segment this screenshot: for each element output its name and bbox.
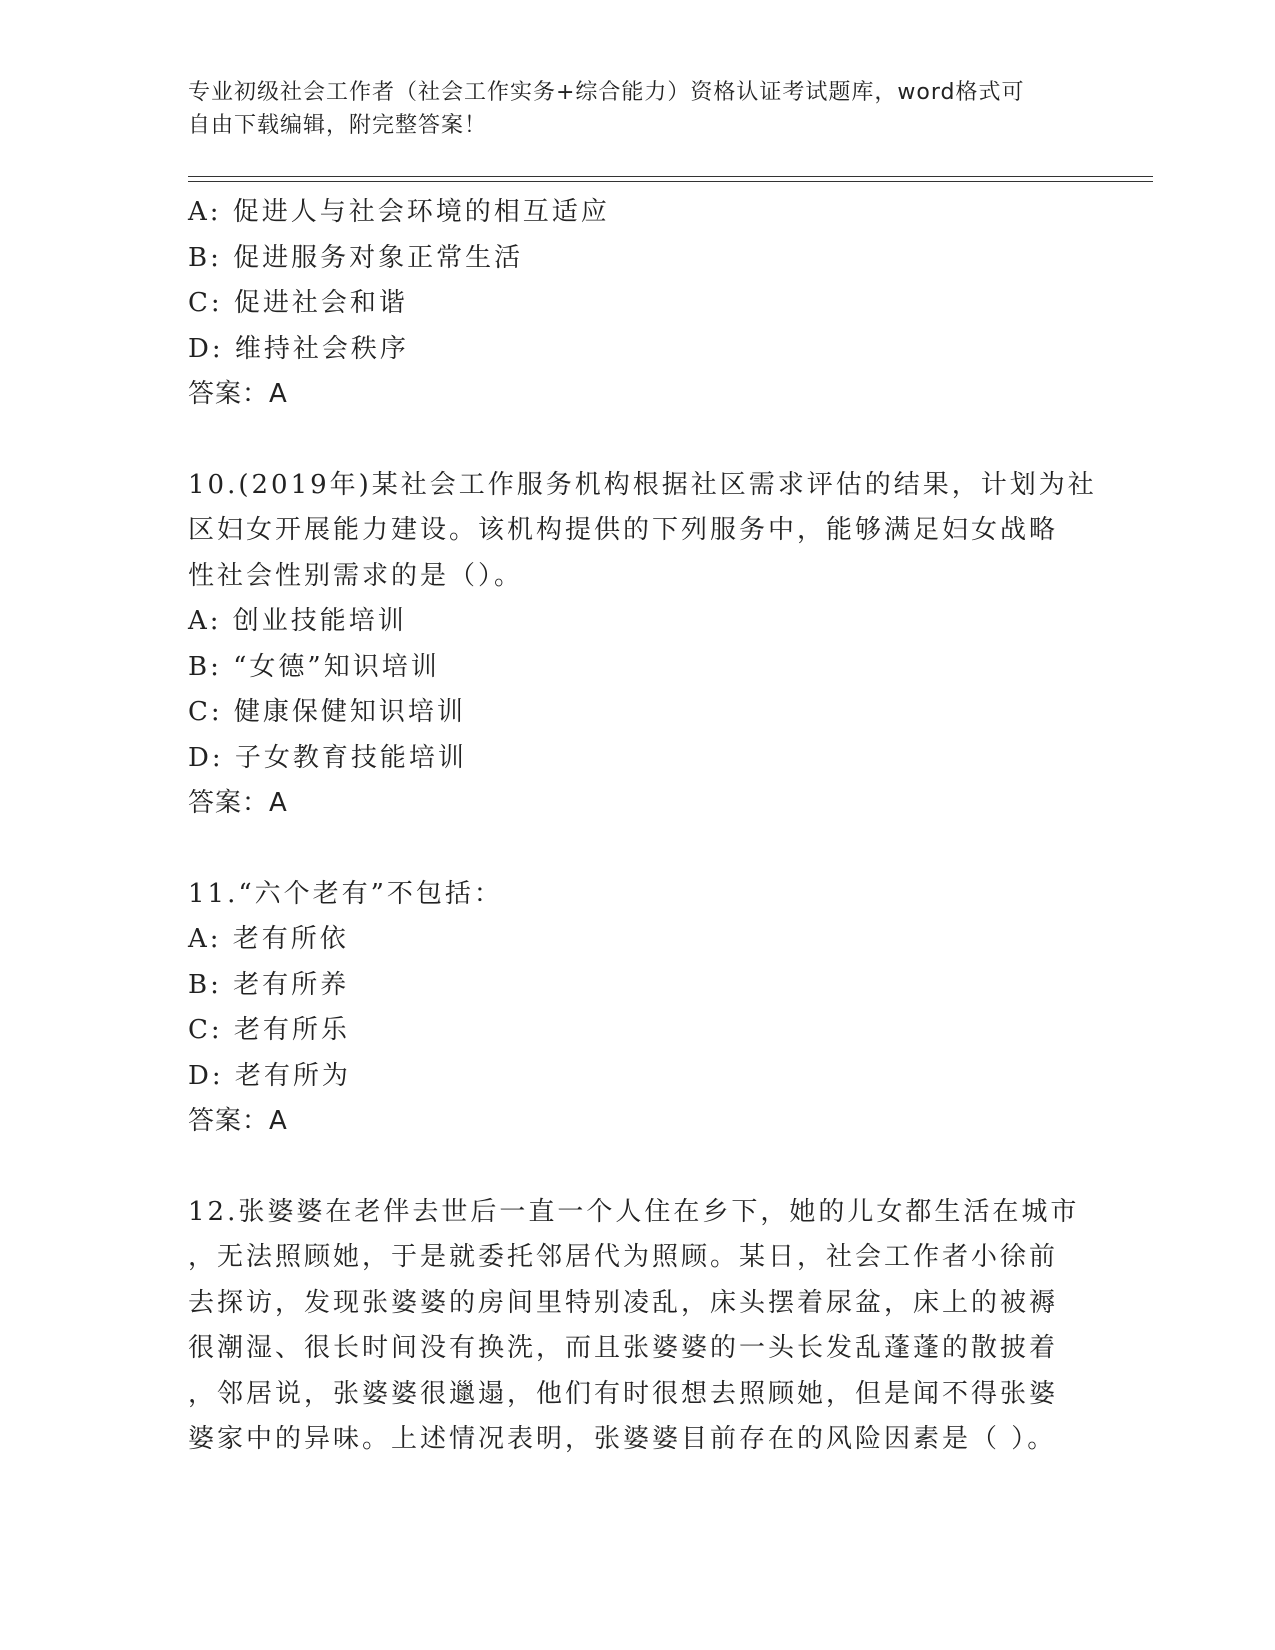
- header-title-line-2: 自由下载编辑，附完整答案！: [188, 113, 488, 138]
- header-rule-top: [188, 176, 1153, 177]
- question-list: [188, 190, 1097, 1463]
- option-d: D: 子女教育技能培训: [188, 742, 467, 773]
- header-title-line-1: 专业初级社会工作者（社会工作实务+综合能力）资格认证考试题库，word格式可: [188, 80, 1025, 105]
- option-b: B: 促进服务对象正常生活: [188, 242, 524, 273]
- option-b: B: 老有所养: [188, 969, 350, 1000]
- question-text-line: ，无法照顾她，于是就委托邻居代为照顾。某日，社会工作者小徐前: [188, 1242, 1059, 1272]
- header-rule-bottom: [188, 181, 1153, 182]
- question-11: [188, 872, 1088, 1145]
- question-text-line: 10.(2019年)某社会工作服务机构根据社区需求评估的结果，计划为社: [188, 469, 1097, 500]
- option-c: C: 促进社会和谐: [188, 288, 408, 318]
- question-text-line: 12.张婆婆在老伴去世后一直一个人住在乡下，她的儿女都生活在城市: [188, 1196, 1080, 1227]
- option-b: B: “女德”知识培训: [188, 651, 440, 682]
- option-d: D: 老有所为: [188, 1060, 351, 1091]
- question-text-line: 去探访，发现张婆婆的房间里特别凌乱，床头摆着尿盆，床上的被褥: [188, 1287, 1059, 1318]
- answer: 答案：A: [188, 788, 288, 818]
- option-a: A: 老有所依: [188, 924, 349, 954]
- question-12: [188, 1190, 1088, 1463]
- question-text-line: 区妇女开展能力建设。该机构提供的下列服务中，能够满足妇女战略: [188, 515, 1059, 545]
- option-d: D: 维持社会秩序: [188, 333, 409, 364]
- option-c: C: 老有所乐: [188, 1015, 350, 1045]
- question-text-line: ，邻居说，张婆婆很邋遢，他们有时很想去照顾她，但是闻不得张婆: [188, 1378, 1059, 1409]
- question-text-line: 性社会性别需求的是（）。: [188, 560, 524, 591]
- option-c: C: 健康保健知识培训: [188, 697, 466, 727]
- question-9: [188, 190, 1088, 418]
- answer: 答案：A: [188, 1106, 288, 1136]
- page-header: [188, 76, 1088, 142]
- answer: 答案：A: [188, 379, 288, 409]
- option-a: A: 促进人与社会环境的相互适应: [188, 197, 610, 227]
- option-a: A: 创业技能培训: [188, 606, 407, 636]
- question-text-line: 很潮湿、很长时间没有换洗，而且张婆婆的一头长发乱蓬蓬的散披着: [188, 1333, 1059, 1363]
- question-text-line: 11.“六个老有”不包括：: [188, 878, 503, 909]
- question-text-line: 婆家中的异味。上述情况表明，张婆婆目前存在的风险因素是（ ）。: [188, 1424, 1057, 1454]
- question-10: [188, 463, 1097, 827]
